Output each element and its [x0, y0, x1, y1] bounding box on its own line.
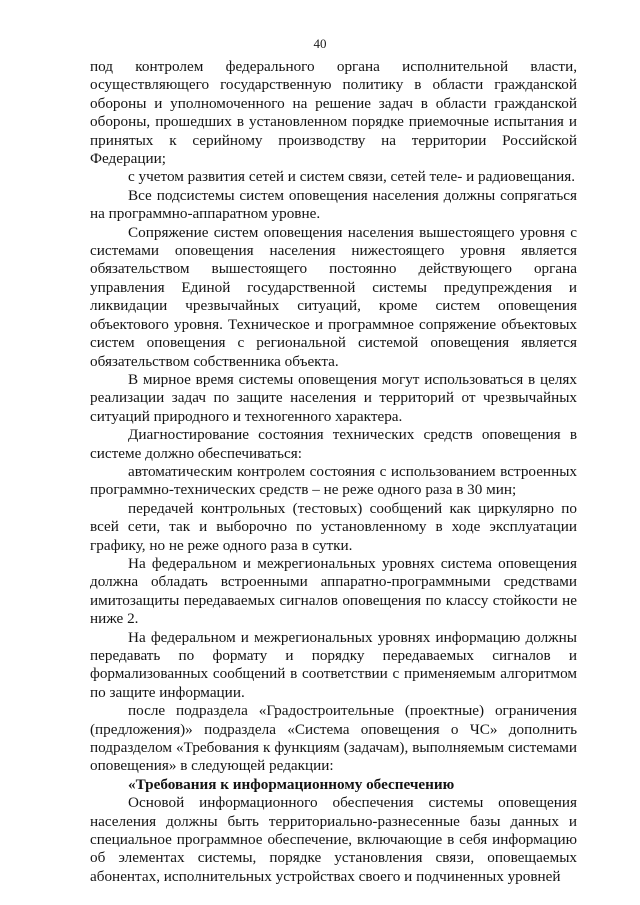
paragraph-12: Основой информационного обеспечения системы оповещения населения должны быть территориально-разнесенные базы данных и специальное программное обеспечение, включающие в себя информацию об элементах системы, порядке установления связи, оповещаемых абонентах, исполнительных устройствах своего и подчиненных уровней [90, 794, 577, 885]
paragraph-9: На федеральном и межрегиональных уровнях система оповещения должна обладать встроенными аппаратно-программными средствами имитозащиты передаваемых сигналов оповещения по классу стойкости не ниже 2. [90, 554, 577, 628]
page-number: 40 [313, 36, 327, 51]
document-body [90, 58, 577, 886]
paragraph-2: с учетом развития сетей и систем связи, сетей теле- и радиовещания. [128, 168, 576, 186]
paragraph-11: после подраздела «Градостроительные (проектные) ограничения (предложения)» подраздела «Система оповещения о ЧС» дополнить подразделом «Требования к функциям (задачам), выполняемым системами оповещения» в следующей редакции: [90, 702, 577, 775]
section-heading: «Требования к информационному обеспечению [128, 775, 455, 793]
paragraph-8: передачей контрольных (тестовых) сообщений как циркулярно по всей сети, так и выборочно по установленному в ходе эксплуатации графику, но не реже одного раза в сутки. [90, 499, 577, 554]
paragraph-3: Все подсистемы систем оповещения населения должны сопрягаться на программно-аппаратном уровне. [90, 186, 577, 223]
paragraph-1: под контролем федерального органа исполнительной власти, осуществляющего государственную политику в области гражданской обороны и уполномоченного на решение задач в области гражданской обороны, прошедших в установленном порядке приемочные испытания и принятых к серийному производству на территории Российской Федерации; [90, 58, 577, 168]
paragraph-5: В мирное время системы оповещения могут использоваться в целях реализации задач по защите населения и территорий от чрезвычайных ситуаций природного и техногенного характера. [90, 370, 577, 425]
paragraph-7: автоматическим контролем состояния с использованием встроенных программно-технических средств – не реже одного раза в 30 мин; [90, 462, 577, 499]
paragraph-6: Диагностирование состояния технических средств оповещения в системе должно обеспечиваться: [90, 426, 577, 462]
paragraph-4: Сопряжение систем оповещения населения вышестоящего уровня с системами оповещения населения нижестоящего уровня является обязательством вышестоящего постоянно действующего органа управления Единой государственной системы предупреждения и ликвидации чрезвычайных ситуаций, кроме систем оповещения объектового уровня. Техническое и программное сопряжение объектовых систем оповещения с региональной системой оповещения является обязательством собственника объекта. [90, 223, 577, 370]
paragraph-10: На федеральном и межрегиональных уровнях информацию должны передавать по формату и порядку передаваемых сигналов и формализованных сообщений в соответствии с применяемым алгоритмом по защите информации. [90, 628, 577, 701]
